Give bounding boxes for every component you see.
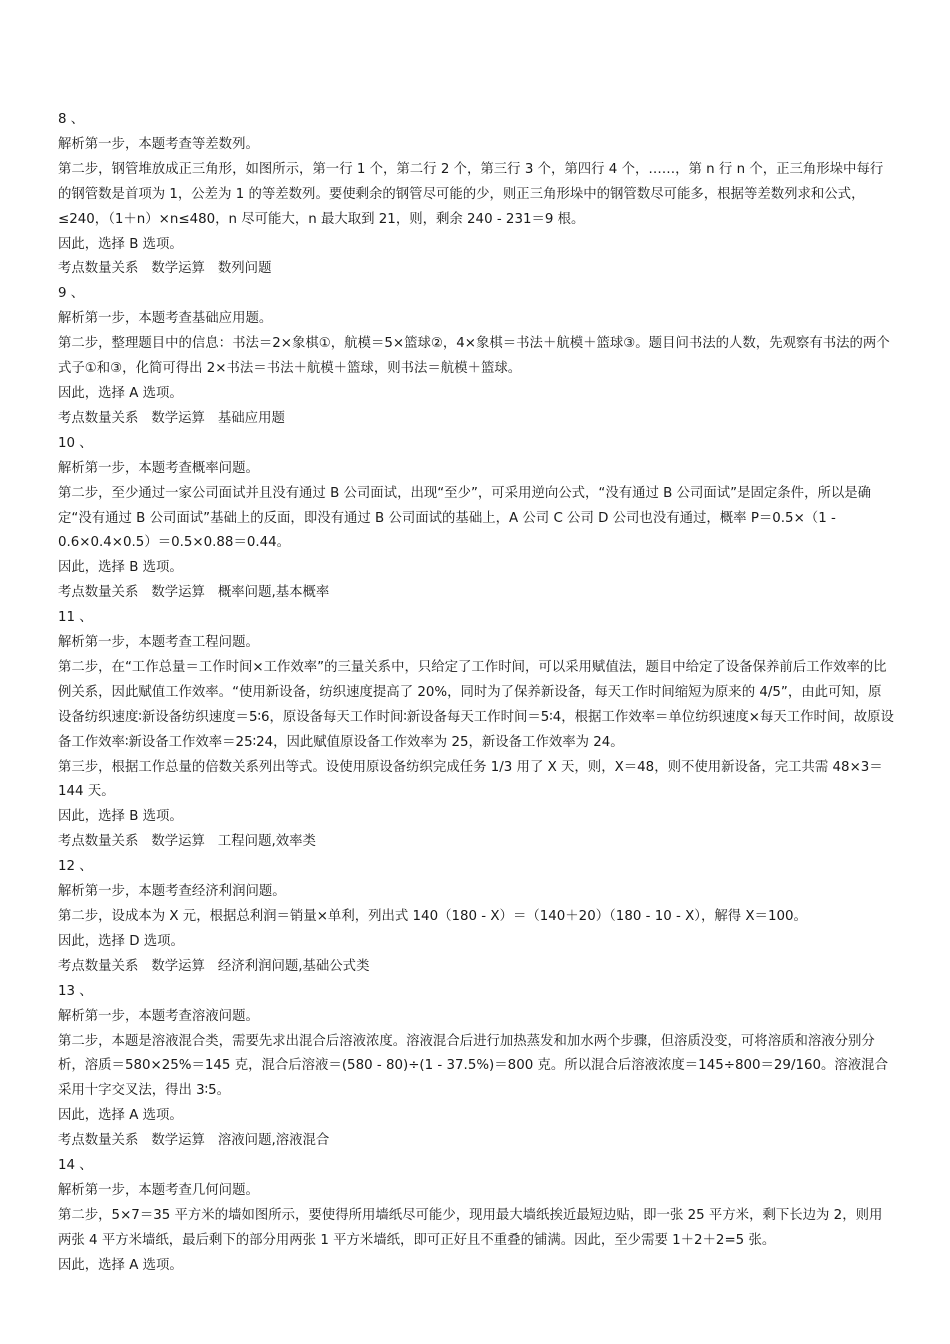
conclusion-line: 因此，选择 B 选项。 bbox=[58, 809, 183, 825]
knowledge-tag: 数学运算 bbox=[151, 1133, 205, 1149]
analysis-line: 解析第一步，本题考查等差数列。 bbox=[58, 136, 259, 152]
knowledge-tags bbox=[58, 1129, 894, 1154]
knowledge-tag: 数列问题 bbox=[217, 261, 272, 277]
knowledge-tag: 数学运算 bbox=[151, 410, 205, 426]
knowledge-tag: 溶液问题,溶液混合 bbox=[217, 1133, 330, 1149]
step-paragraph: 第二步，至少通过一家公司面试并且没有通过 B 公司面试，出现“至少”，可采用逆向公式，“没有通过 B 公司面试”是固定条件，所以是确定“没有通过 B 公司面试”基础上的反面，即没有通过 B 公司面试的基础上，A 公司 C 公司 D 公司也没有通过，概率 P＝0.5×（1 - 0.6×0.4×0.5）＝0.5×0.88＝0.44。 bbox=[58, 485, 872, 551]
knowledge-tags bbox=[58, 955, 894, 980]
question-number: 12 、 bbox=[58, 859, 93, 875]
question-block bbox=[58, 282, 894, 431]
conclusion-line: 因此，选择 A 选项。 bbox=[58, 385, 183, 401]
conclusion-line: 因此，选择 B 选项。 bbox=[58, 560, 183, 576]
conclusion-line: 因此，选择 B 选项。 bbox=[58, 236, 183, 252]
question-block bbox=[58, 980, 894, 1154]
knowledge-tags bbox=[58, 407, 894, 432]
knowledge-tag: 数学运算 bbox=[151, 261, 205, 277]
knowledge-tag: 概率问题,基本概率 bbox=[217, 585, 330, 601]
analysis-line: 解析第一步，本题考查经济利润问题。 bbox=[58, 884, 286, 900]
analysis-line: 解析第一步，本题考查工程问题。 bbox=[58, 635, 259, 651]
conclusion-line: 因此，选择 A 选项。 bbox=[58, 1108, 183, 1124]
analysis-line: 解析第一步，本题考查几何问题。 bbox=[58, 1182, 259, 1198]
question-block bbox=[58, 108, 894, 282]
conclusion-line: 因此，选择 D 选项。 bbox=[58, 933, 184, 949]
analysis-line: 解析第一步，本题考查基础应用题。 bbox=[58, 311, 273, 327]
step-paragraph: 第二步，钢管堆放成正三角形，如图所示，第一行 1 个，第二行 2 个，第三行 3 个，第四行 4 个，……，第 n 行 n 个，正三角形垛中每行的钢管数是首项为 1，公差为 1 的等差数列。要使剩余的钢管尽可能的少，则正三角形垛中的钢管数尽可能多，根据等差数列求和公式，≤240，（1＋n）×n≤480，n 尽可能大，n 最大取到 21，则，剩余 240 - 231＝9 根。 bbox=[58, 161, 884, 227]
knowledge-tag: 经济利润问题,基础公式类 bbox=[217, 958, 370, 974]
conclusion-line: 因此，选择 A 选项。 bbox=[58, 1257, 183, 1273]
question-number: 10 、 bbox=[58, 435, 93, 451]
knowledge-tag: 基础应用题 bbox=[217, 410, 285, 426]
question-number: 9 、 bbox=[58, 286, 85, 302]
knowledge-tag: 考点数量关系 bbox=[58, 1133, 139, 1149]
knowledge-tag: 数学运算 bbox=[151, 834, 205, 850]
question-number: 8 、 bbox=[58, 112, 85, 127]
knowledge-tag: 考点数量关系 bbox=[58, 958, 139, 974]
question-block bbox=[58, 432, 894, 606]
knowledge-tags bbox=[58, 581, 894, 606]
question-block bbox=[58, 1154, 894, 1279]
step-paragraph: 第二步，设成本为 X 元，根据总利润＝销量×单利，列出式 140（180 - X）＝（140＋20）（180 - 10 - X），解得 X＝100。 bbox=[58, 909, 807, 924]
knowledge-tag: 考点数量关系 bbox=[58, 410, 139, 426]
step-paragraph: 第二步，5×7＝35 平方米的墙如图所示，要使得所用墙纸尽可能少，现用最大墙纸挨近最短边贴，即一张 25 平方米，剩下长边为 2，则用两张 4 平方米墙纸，最后剩下的部分用两张 1 平方米墙纸，即可正好且不重叠的铺满。因此，至少需要 1＋2＋2=5 张。 bbox=[58, 1207, 883, 1248]
knowledge-tag: 考点数量关系 bbox=[58, 834, 139, 850]
knowledge-tag: 工程问题,效率类 bbox=[217, 834, 316, 850]
knowledge-tag: 考点数量关系 bbox=[58, 585, 139, 601]
analysis-line: 解析第一步，本题考查概率问题。 bbox=[58, 460, 259, 476]
knowledge-tags bbox=[58, 257, 894, 282]
question-number: 11 、 bbox=[58, 610, 93, 626]
question-number: 14 、 bbox=[58, 1158, 93, 1174]
knowledge-tag: 考点数量关系 bbox=[58, 261, 139, 277]
step-paragraph: 第二步，本题是溶液混合类，需要先求出混合后溶液浓度。溶液混合后进行加热蒸发和加水两个步骤，但溶质没变，可将溶质和溶液分别分析，溶质＝580×25%＝145 克，混合后溶液＝(580 - 80)÷(1 - 37.5%)＝800 克。所以混合后溶液浓度＝145÷800＝29/160。溶液混合采用十字交叉法，得出 3∶5。 bbox=[58, 1033, 888, 1099]
question-block bbox=[58, 855, 894, 980]
step-paragraph: 第三步，根据工作总量的倍数关系列出等式。设使用原设备纺织完成任务 1/3 用了 X 天，则，X＝48，则不使用新设备，完工共需 48×3＝144 天。 bbox=[58, 759, 883, 800]
knowledge-tag: 数学运算 bbox=[151, 958, 205, 974]
question-number: 13 、 bbox=[58, 983, 93, 999]
knowledge-tags bbox=[58, 830, 894, 855]
step-paragraph: 第二步，在“工作总量＝工作时间×工作效率”的三量关系中，只给定了工作时间，可以采用赋值法，题目中给定了设备保养前后工作效率的比例关系，因此赋值工作效率。“使用新设备，纺织速度提高了 20%，同时为了保养新设备，每天工作时间缩短为原来的 4/5”，由此可知，原设备纺织速度∶新设备纺织速度＝5∶6，原设备每天工作时间∶新设备每天工作时间＝5∶4，根据工作效率＝单位纺织速度×每天工作时间，故原设备工作效率∶新设备工作效率＝25∶24，因此赋值原设备工作效率为 25，新设备工作效率为 24。 bbox=[58, 659, 894, 750]
knowledge-tag: 数学运算 bbox=[151, 585, 205, 601]
analysis-line: 解析第一步，本题考查溶液问题。 bbox=[58, 1008, 259, 1024]
question-block bbox=[58, 606, 894, 855]
step-paragraph: 第二步，整理题目中的信息：书法＝2×象棋①，航模＝5×篮球②，4×象棋＝书法＋航模＋篮球③。题目问书法的人数，先观察有书法的两个式子①和③，化简可得出 2×书法＝书法＋航模＋篮球，则书法＝航模＋篮球。 bbox=[58, 336, 890, 377]
